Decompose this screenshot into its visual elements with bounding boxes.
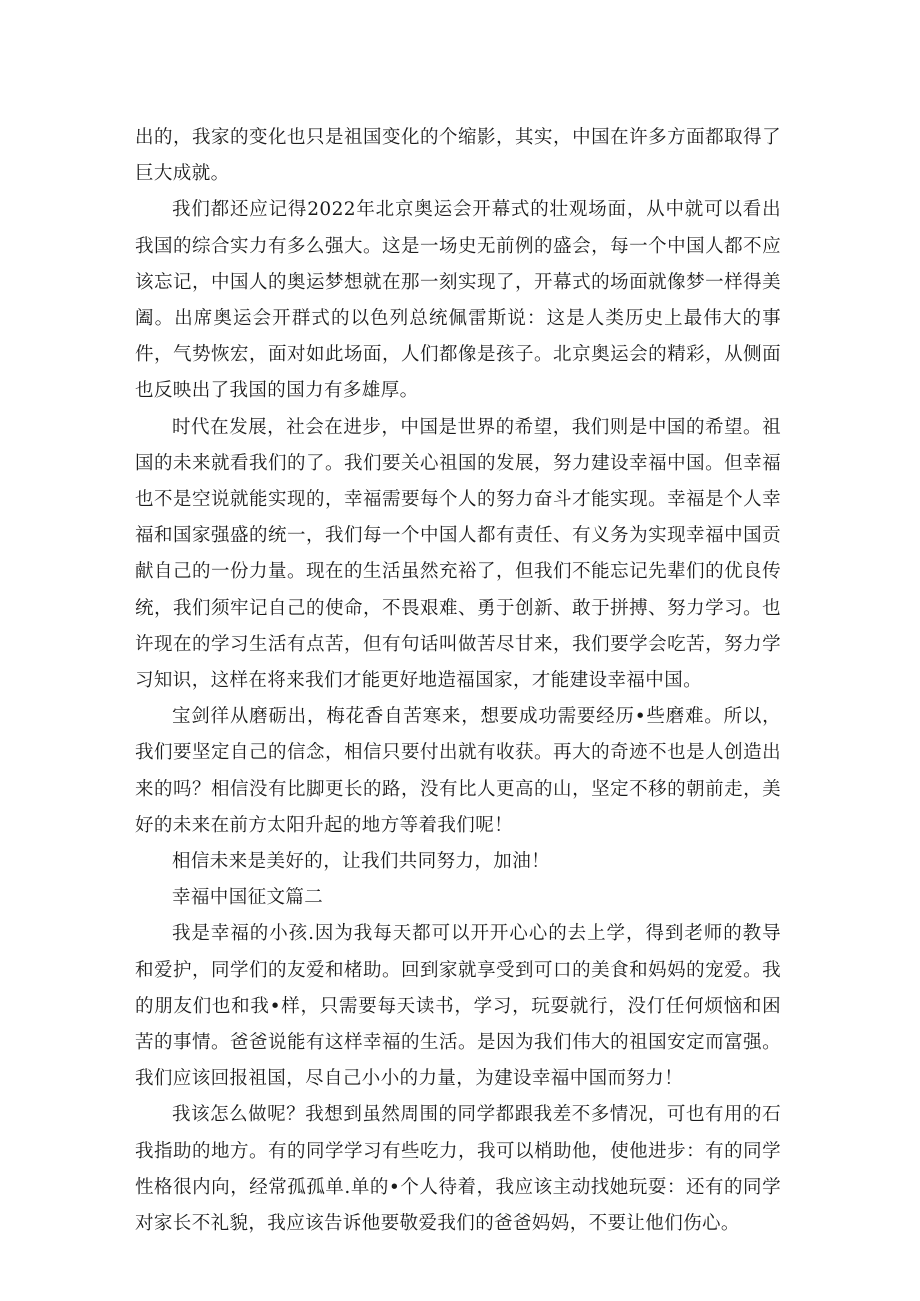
paragraph-5: 相信未来是美好的，让我们共同努力，加油！ <box>172 851 551 873</box>
paragraph-7: 我是幸福的小孩.因为我每天都可以开开心心的去上学，得到老师的教导和爱护，同学们的友爱和楮助。回到家就享受到可口的美食和妈妈的宠爱。我的朋友们也和我•样，只需要每天读书，学习，玩耍就行，没仃任何烦恼和困苦的事情。爸爸说能有这样幸福的生活。是因为我们伟大的祖国安定而富强。我们应该回报祖国，尽自己小小的力量，为建设幸福中国而努力！ <box>135 923 781 1090</box>
paragraph-8: 我该怎么做呢？我想到虽然周围的同学都跟我差不多情况，可也有用的石我指助的地方。有的同学学习有些吃力，我可以梢助他，使他进步：有的同学性格很内向，经常孤孤单.单的•个人待着，我应该主动找她玩耍：还有的同学对家长不礼貌，我应该告诉他要敬爱我们的爸爸妈妈，不要让他们伤心。 <box>135 1104 781 1235</box>
document-body <box>135 120 781 1242</box>
paragraph-1: 出的，我家的变化也只是祖国变化的个缩影，其实，中国在许多方面都取得了巨大成就。 <box>135 127 781 185</box>
paragraph-4: 宝剑徉从磨砺出，梅花香自苦寒来，想要成功需要经历•些磨难。所以，我们要坚定自己的信念，相信只要付出就有收获。再大的奇迹不也是人创造出来的吗？相信没有比脚更长的路，没有比人更高的山，坚定不移的朝前走，美好的未来在前方太阳升起的地方等着我们呢！ <box>135 706 781 836</box>
paragraph-3: 时代在发展，社会在进步，中国是世界的希望，我们则是中国的希望。祖国的未来就看我们的了。我们要关心祖国的发展，努力建设幸福中国。但幸福也不是空说就能实现的，幸福需要每个人的努力奋斗才能实现。幸福是个人幸福和国家强盛的统一，我们每一个中国人都有责任、有义务为实现幸福中国贡献自己的一份力量。现在的生活虽然充裕了，但我们不能忘记先辈们的优良传统，我们须牢记自己的使命，不畏艰难、勇于创新、敢于拼搏、努力学习。也许现在的学习生活有点苦，但有句话叫做苦尽甘来，我们要学会吃苦，努力学习知识，这样在将来我们才能更好地造福国家，才能建设幸福中国。 <box>135 416 781 692</box>
section-heading: 幸福中国征文篇二 <box>172 887 324 909</box>
paragraph-2: 我们都还应记得2022年北京奥运会开幕式的壮观场面，从中就可以看出我国的综合实力有多么强大。这是一场史无前例的盛会，每一个中国人都不应该忘记，中国人的奥运梦想就在那一刻实现了，开幕式的场面就像梦一样得美阖。出席奥运会开群式的以色列总统佩雷斯说：这是人类历史上最伟大的事件，气势恢宏，面对如此场面，人们都像是孩子。北京奥运会的精彩，从侧面也反映出了我国的国力有多雄厚。 <box>135 199 781 402</box>
